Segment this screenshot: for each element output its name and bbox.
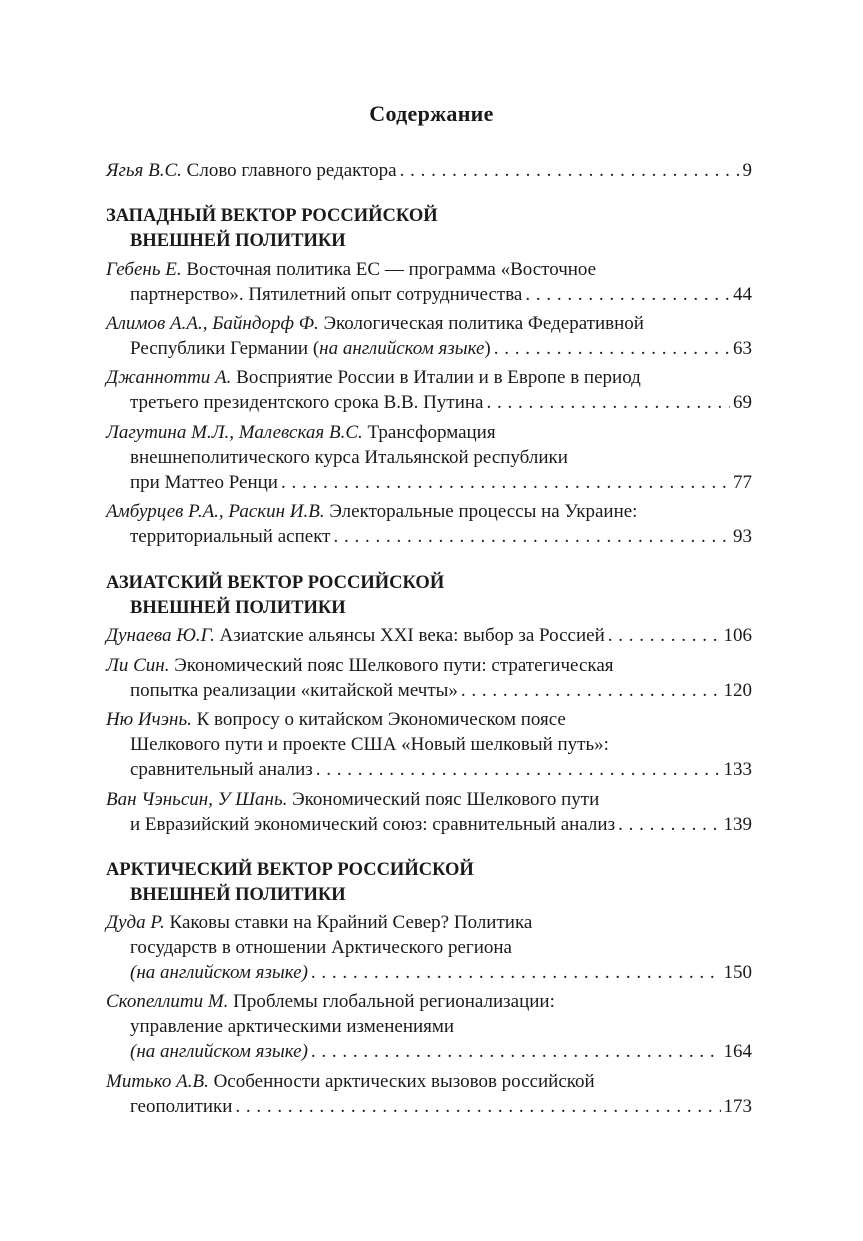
language-note: (на английском языке) <box>130 962 308 983</box>
entry-author: Скопеллити М. <box>106 991 229 1012</box>
toc-entry-lagutina-line2: внешнеполитического курса Итальянской республики <box>130 447 568 468</box>
toc-entry-amburtsev-line2 <box>130 524 752 550</box>
page-number: 133 <box>723 759 752 780</box>
entry-author: Алимов А.А., Байндорф Ф. <box>106 313 319 334</box>
leader-dots <box>618 812 720 838</box>
toc-entry-amburtsev <box>106 499 752 525</box>
page-number: 164 <box>723 1041 752 1062</box>
entry-title: Проблемы глобальной регионализации: <box>228 991 555 1012</box>
entry-author: Джаннотти А. <box>106 367 232 388</box>
entry-title: Азиатские альянсы XXI века: выбор за Россией <box>214 625 605 646</box>
toc-entry-lisin-line2 <box>130 678 752 704</box>
entry-author: Лагутина М.Л., Малевская В.С. <box>106 422 363 443</box>
entry-author: Ню Ичэнь. <box>106 709 192 730</box>
entry-author: Митько А.В. <box>106 1071 209 1092</box>
toc-entry-mitko <box>106 1069 752 1095</box>
toc-entry-alimov <box>106 311 752 337</box>
page-number: 173 <box>723 1096 752 1117</box>
entry-author: Гебень Е. <box>106 259 182 280</box>
toc-entry-geben-line2 <box>130 282 752 308</box>
leader-dots <box>235 1094 720 1120</box>
entry-title: Восточная политика ЕС — программа «Восточное <box>181 259 597 280</box>
entry-author: Дуда Р. <box>106 912 165 933</box>
toc-entry-duda-line2: государств в отношении Арктического региона <box>130 937 512 958</box>
toc-entry-niu <box>106 707 752 733</box>
leader-dots <box>494 336 730 362</box>
entry-title: Экономический пояс Шелкового пути: стратегическая <box>169 655 614 676</box>
section-heading-west-line2: ВНЕШНЕЙ ПОЛИТИКИ <box>130 231 346 251</box>
leader-dots <box>608 623 721 649</box>
page-number: 44 <box>733 284 752 305</box>
entry-title-cont: третьего президентского срока В.В. Путина <box>130 392 484 413</box>
section-heading-asia: АЗИАТСКИЙ ВЕКТОР РОССИЙСКОЙ <box>106 573 445 593</box>
toc-entry-dunaeva <box>106 623 752 649</box>
toc-entry-lagutina-line3 <box>130 470 752 496</box>
entry-author: Ягья В.С. <box>106 160 182 181</box>
language-note: на английском языке <box>319 338 485 359</box>
toc-entry-jannotti-line2 <box>130 390 752 416</box>
entry-title-cont: попытка реализации «китайской мечты» <box>130 680 458 701</box>
section-heading-asia-line2: ВНЕШНЕЙ ПОЛИТИКИ <box>130 598 346 618</box>
toc-entry-jannotti <box>106 365 752 391</box>
toc-entry-geben <box>106 257 752 283</box>
page-number: 120 <box>723 680 752 701</box>
entry-author: Ли Син. <box>106 655 170 676</box>
entry-title-cont: и Евразийский экономический союз: сравнительный анализ <box>130 814 616 835</box>
page-number: 77 <box>733 472 752 493</box>
entry-title-cont: при Маттео Ренци <box>130 472 278 493</box>
leader-dots <box>311 960 721 986</box>
entry-title: К вопросу о китайском Экономическом поясе <box>191 709 566 730</box>
leader-dots <box>486 390 730 416</box>
toc-entry-duda-line3 <box>130 960 752 986</box>
entry-author: Амбурцев Р.А., Раскин И.В. <box>106 501 325 522</box>
toc-entry-skopelliti <box>106 989 752 1015</box>
section-heading-west: ЗАПАДНЫЙ ВЕКТОР РОССИЙСКОЙ <box>106 206 438 226</box>
entry-author: Ван Чэньсин, У Шань. <box>106 789 288 810</box>
leader-dots <box>281 470 730 496</box>
toc-entry-alimov-line2 <box>130 336 752 362</box>
entry-title: Экологическая политика Федеративной <box>318 313 644 334</box>
entry-title: Восприятие России в Италии и в Европе в период <box>231 367 641 388</box>
toc-entry-wan-line2 <box>130 812 752 838</box>
page-number: 63 <box>733 338 752 359</box>
entry-author: Дунаева Ю.Г. <box>106 625 215 646</box>
entry-title-cont: территориальный аспект <box>130 526 331 547</box>
entry-title: Особенности арктических вызовов российской <box>208 1071 595 1092</box>
entry-title: Каковы ставки на Крайний Север? Политика <box>164 912 533 933</box>
page-number: 9 <box>742 160 752 181</box>
toc-entry-skopelliti-line3 <box>130 1039 752 1065</box>
page-title: Содержание <box>369 101 494 126</box>
toc-entry-duda <box>106 910 752 936</box>
leader-dots <box>461 678 721 704</box>
entry-title: Слово главного редактора <box>181 160 397 181</box>
leader-dots <box>316 757 721 783</box>
toc-entry-skopelliti-line2: управление арктическими изменениями <box>130 1016 455 1037</box>
page-number: 139 <box>723 814 752 835</box>
page-number: 106 <box>723 625 752 646</box>
section-heading-arctic: АРКТИЧЕСКИЙ ВЕКТОР РОССИЙСКОЙ <box>106 860 474 880</box>
leader-dots <box>400 158 740 184</box>
toc-entry-intro <box>106 158 752 184</box>
toc-entry-mitko-line2 <box>130 1094 752 1120</box>
entry-title-cont: ) <box>484 338 491 359</box>
toc-entry-niu-line2: Шелкового пути и проекте США «Новый шелковый путь»: <box>130 734 609 755</box>
entry-title-cont: сравнительный анализ <box>130 759 313 780</box>
entry-title-cont: Республики Германии ( <box>130 338 320 359</box>
entry-title: Экономический пояс Шелкового пути <box>287 789 600 810</box>
entry-title: Трансформация <box>362 422 496 443</box>
entry-title-cont: геополитики <box>130 1096 233 1117</box>
entry-title-cont: партнерство». Пятилетний опыт сотрудничества <box>130 284 523 305</box>
section-heading-arctic-line2: ВНЕШНЕЙ ПОЛИТИКИ <box>130 885 346 905</box>
leader-dots <box>311 1039 721 1065</box>
language-note: (на английском языке) <box>130 1041 308 1062</box>
page-number: 150 <box>723 962 752 983</box>
toc-entry-lisin <box>106 653 752 679</box>
toc-entry-wan <box>106 787 752 813</box>
page-number: 93 <box>733 526 752 547</box>
entry-title: Электоральные процессы на Украине: <box>324 501 638 522</box>
leader-dots <box>525 282 730 308</box>
leader-dots <box>333 524 730 550</box>
page-number: 69 <box>733 392 752 413</box>
toc-entry-lagutina <box>106 420 752 446</box>
toc-entry-niu-line3 <box>130 757 752 783</box>
